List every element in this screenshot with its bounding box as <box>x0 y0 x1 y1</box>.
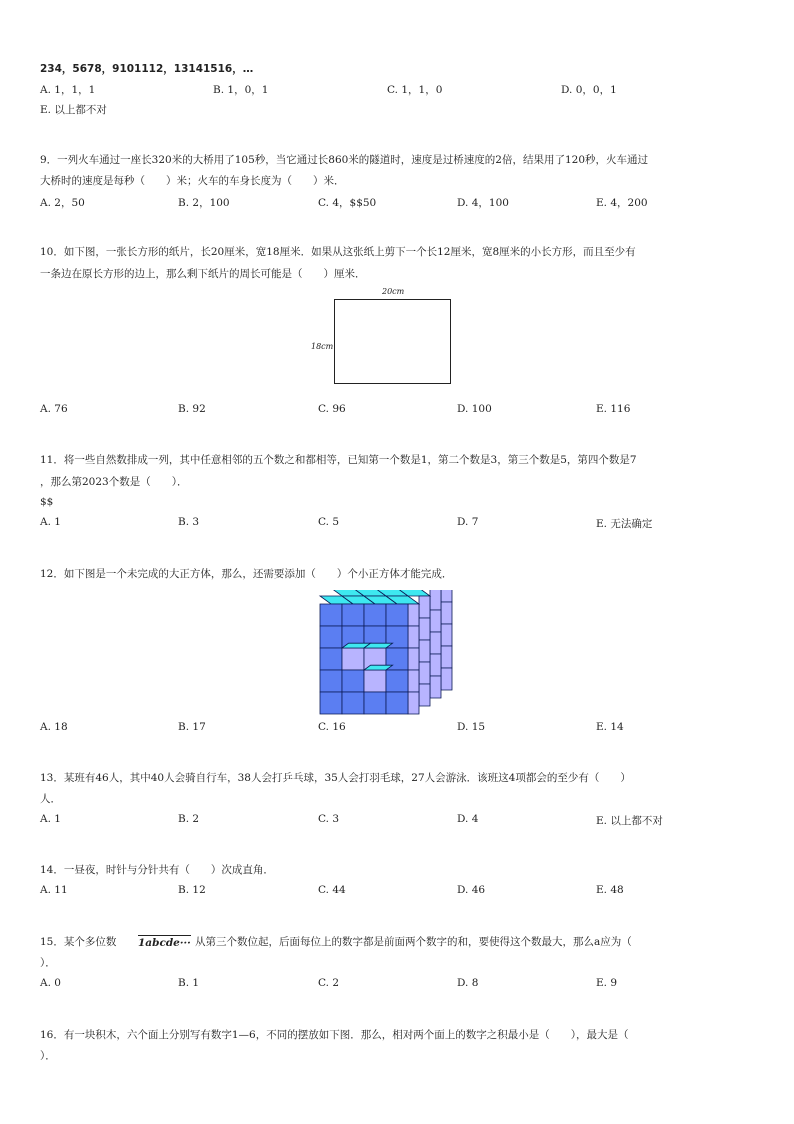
cube-side-face <box>430 590 441 610</box>
cube-side-face <box>419 684 430 706</box>
q14-option-b: B. 12 <box>178 884 206 896</box>
q15-option-b: B. 1 <box>178 977 200 989</box>
q13-option-a: A. 1 <box>40 813 61 825</box>
question-15-text-line2: ）． <box>40 957 56 969</box>
cube-side-face <box>441 646 452 668</box>
question-9-text-line1: 9．一列火车通过一座长320米的大桥用了105秒，当它通过长860米的隧道时，速度是过桥速度的2倍，结果用了120秒，火车通过 <box>40 154 649 166</box>
q14-option-d: D. 46 <box>457 884 486 896</box>
question-13-text-line1: 13．某班有46人，其中40人会骑自行车，38人会打乒乓球，35人会打羽毛球，27人会游泳．该班这4项都会的至少有（ ） <box>40 772 631 784</box>
q9-option-c: C. 4，$$50 <box>318 197 377 209</box>
overlined-number: 1abcde··· <box>138 937 191 949</box>
q14-option-c: C. 44 <box>318 884 346 896</box>
q9-option-e: E. 4，200 <box>596 197 648 209</box>
cube-front-face <box>386 670 408 692</box>
cube-side-face <box>408 604 419 626</box>
q12-option-b: B. 17 <box>178 721 206 733</box>
q11-option-c: C. 5 <box>318 516 340 528</box>
cube-front-face <box>320 626 342 648</box>
cube-hollow-cell <box>364 670 386 692</box>
cube-side-face <box>441 602 452 624</box>
q13-option-b: B. 2 <box>178 813 200 825</box>
q9-option-a: A. 2，50 <box>40 197 85 209</box>
cube-side-face <box>419 640 430 662</box>
unfinished-cube-figure <box>318 590 458 716</box>
q12-option-e: E. 14 <box>596 721 624 733</box>
cube-front-face <box>386 692 408 714</box>
cube-side-face <box>430 610 441 632</box>
question-16-text-line1: 16．有一块积木，六个面上分别写有数字1—6，不同的摆放如下图．那么，相对两个面上的数字之积最小是（ ），最大是（ <box>40 1029 629 1041</box>
question-12-text: 12．如下图是一个未完成的大正方体，那么，还需要添加（ ）个小正方体才能完成． <box>40 568 453 580</box>
q15-option-a: A. 0 <box>40 977 61 989</box>
q15-option-c: C. 2 <box>318 977 340 989</box>
cube-front-face <box>320 648 342 670</box>
cube-side-face <box>419 618 430 640</box>
question-10-text-line1: 10．如下图，一张长方形的纸片，长20厘米，宽18厘米．如果从这张纸上剪下一个长12厘米，宽8厘米的小长方形，而且至少有 <box>40 246 636 258</box>
option-a: A. 1，1，1 <box>40 84 96 96</box>
q11-option-a: A. 1 <box>40 516 61 528</box>
option-d: D. 0，0，1 <box>561 84 617 96</box>
cube-side-face <box>408 670 419 692</box>
q9-option-d: D. 4，100 <box>457 197 509 209</box>
cube-side-face <box>430 632 441 654</box>
cube-side-face <box>441 590 452 602</box>
q10-option-b: B. 92 <box>178 403 206 415</box>
rectangle-width-label: 20cm <box>382 287 405 296</box>
q12-option-a: A. 18 <box>40 721 68 733</box>
option-e: E. 以上都不对 <box>40 104 107 116</box>
question-14-text: 14．一昼夜，时针与分针共有（ ）次成直角． <box>40 864 274 876</box>
question-15-text-start: 15．某个多位数 <box>40 936 117 948</box>
paper-rectangle <box>334 299 451 384</box>
q10-option-e: E. 116 <box>596 403 631 415</box>
q9-option-b: B. 2，100 <box>178 197 230 209</box>
cube-side-face <box>441 624 452 646</box>
cube-side-face <box>408 626 419 648</box>
question-10-text-line2: 一条边在原长方形的边上，那么剩下纸片的周长可能是（ ）厘米． <box>40 268 366 280</box>
q11-option-e: E. 无法确定 <box>596 518 653 530</box>
q11-option-d: D. 7 <box>457 516 479 528</box>
cube-front-face <box>364 692 386 714</box>
q11-option-b: B. 3 <box>178 516 200 528</box>
rectangle-height-label: 18cm <box>311 342 334 351</box>
cube-side-face <box>419 662 430 684</box>
number-sequence: 234，5678，9101112，13141516，… <box>40 63 254 75</box>
cube-front-face <box>342 692 364 714</box>
q10-option-c: C. 96 <box>318 403 346 415</box>
question-9-text-line2: 大桥时的速度是每秒（ ）米；火车的车身长度为（ ）米． <box>40 175 345 187</box>
q13-option-c: C. 3 <box>318 813 340 825</box>
cube-front-face <box>320 692 342 714</box>
q15-option-d: D. 8 <box>457 977 479 989</box>
option-c: C. 1，1，0 <box>387 84 443 96</box>
question-13-text-line2: 人． <box>40 793 61 805</box>
cube-hollow-cell <box>342 648 364 670</box>
cube-front-face <box>342 670 364 692</box>
question-11-text-line3: $$ <box>40 496 54 508</box>
question-11-text-line2: ，那么第2023个数是（ ）． <box>40 476 188 488</box>
cube-side-face <box>408 648 419 670</box>
cube-front-face <box>364 604 386 626</box>
cube-front-face <box>386 604 408 626</box>
cube-front-face <box>342 604 364 626</box>
q14-option-a: A. 11 <box>40 884 68 896</box>
cube-front-face <box>320 604 342 626</box>
q12-option-c: C. 16 <box>318 721 346 733</box>
q15-option-e: E. 9 <box>596 977 618 989</box>
q12-option-d: D. 15 <box>457 721 486 733</box>
q14-option-e: E. 48 <box>596 884 624 896</box>
q10-option-a: A. 76 <box>40 403 68 415</box>
q13-option-e: E. 以上都不对 <box>596 815 663 827</box>
cube-side-face <box>419 596 430 618</box>
cube-side-face <box>408 692 419 714</box>
cube-side-face <box>441 668 452 690</box>
q13-option-d: D. 4 <box>457 813 479 825</box>
question-11-text-line1: 11．将一些自然数排成一列，其中任意相邻的五个数之和都相等，已知第一个数是1，第二个数是3，第三个数是5，第四个数是7 <box>40 454 637 466</box>
q10-option-d: D. 100 <box>457 403 492 415</box>
question-15-text-rest: 从第三个数位起，后面每位上的数字都是前面两个数字的和，要使得这个数最大，那么a应为（ <box>195 936 632 948</box>
question-16-text-line2: ）． <box>40 1050 56 1062</box>
option-b: B. 1，0，1 <box>213 84 269 96</box>
cube-side-face <box>430 676 441 698</box>
cube-side-face <box>430 654 441 676</box>
cube-front-face <box>320 670 342 692</box>
